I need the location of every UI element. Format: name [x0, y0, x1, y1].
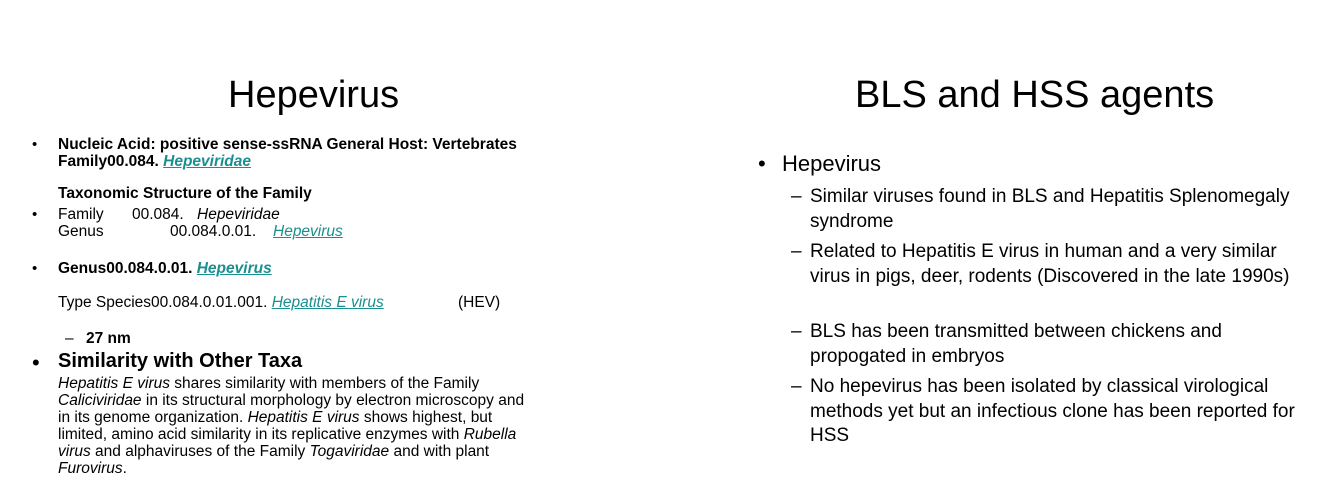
similarity-paragraph — [58, 375, 524, 477]
sim-l5b: and alphaviruses of the Family — [90, 443, 310, 460]
sub-dash: – — [791, 321, 802, 342]
bullet-hepevirus: • — [758, 151, 766, 176]
sub-item-text: Similar viruses found in BLS and Hepatitis Splenomegaly syndrome — [810, 186, 1290, 232]
particle-size: 27 nm — [86, 330, 131, 347]
sim-l6a: Furovirus — [58, 460, 123, 477]
sub-item-text: No hepevirus has been isolated by classical virological methods yet but an infectious clone has been reported for HSS — [810, 376, 1295, 446]
sub-item-text: Related to Hepatitis E virus in human and a very similar virus in pigs, deer, rodents (Discovered in the late 1990s) — [810, 241, 1290, 287]
tax-genus-code: 00.084.0.01. — [170, 223, 257, 240]
sim-l3a: in its genome organization. — [58, 409, 248, 426]
sub-item-text: BLS has been transmitted between chickens and propogated in embryos — [810, 321, 1222, 367]
genus-line — [58, 260, 272, 277]
sim-l4b: Rubella — [463, 426, 517, 443]
hepevirus-bullet-text: Hepevirus — [782, 151, 882, 176]
left-slide — [0, 0, 640, 490]
tax-family-name: Hepeviridae — [197, 206, 280, 223]
family-line — [58, 153, 517, 170]
bullet-similarity: • — [32, 350, 40, 375]
family-prefix: Family00.084. — [58, 153, 159, 170]
sim-l5d: and with plant — [389, 443, 490, 460]
taxonomy-table — [58, 206, 458, 242]
type-species-line — [58, 294, 384, 311]
sim-l5c: Togaviridae — [309, 443, 390, 460]
tax-hepevirus-link[interactable]: Hepevirus — [273, 223, 343, 240]
type-species-prefix: Type Species00.084.0.01.001. — [58, 294, 268, 311]
genus-prefix: Genus00.084.0.01. — [58, 260, 193, 277]
sim-l5a: virus — [58, 443, 91, 460]
tax-genus-label: Genus — [58, 223, 104, 240]
genus-hepevirus-link[interactable]: Hepevirus — [196, 260, 272, 277]
tax-family-code: 00.084. — [132, 206, 184, 223]
right-slide — [700, 0, 1334, 490]
sim-l6b: . — [122, 460, 127, 477]
sim-l2a: Caliciviridae — [58, 392, 142, 409]
similarity-heading: Similarity with Other Taxa — [58, 350, 303, 372]
sim-l3b: Hepatitis E virus — [247, 409, 360, 426]
bullet-genus: • — [32, 260, 38, 277]
taxonomic-heading: Taxonomic Structure of the Family — [58, 185, 312, 202]
sim-l1a: Hepatitis E virus — [58, 375, 170, 392]
right-slide-title: BLS and HSS agents — [855, 74, 1215, 116]
bullet-nucleic: • — [32, 136, 38, 153]
sim-l2b: in its structural morphology by electron microscopy and — [141, 392, 525, 409]
sub-dash: – — [791, 241, 802, 262]
hepeviridae-link[interactable]: Hepeviridae — [163, 153, 252, 170]
type-species-abbr: (HEV) — [458, 294, 501, 311]
hepatitis-e-link[interactable]: Hepatitis E virus — [271, 294, 384, 311]
dash-size: – — [65, 330, 74, 347]
sub-dash: – — [791, 186, 802, 207]
sim-l3c: shows highest, but — [359, 409, 493, 426]
sub-dash: – — [791, 376, 802, 397]
sim-l4a: limited, amino acid similarity in its replicative enzymes with — [58, 426, 464, 443]
tax-family-label: Family — [58, 206, 104, 223]
nucleic-line: Nucleic Acid: positive sense-ssRNA General Host: Vertebrates — [58, 136, 517, 153]
bullet-taxonomy: • — [32, 206, 38, 223]
nucleic-info — [58, 136, 517, 170]
sim-l1b: shares similarity with members of the Family — [169, 375, 480, 392]
left-slide-title: Hepevirus — [228, 74, 400, 116]
